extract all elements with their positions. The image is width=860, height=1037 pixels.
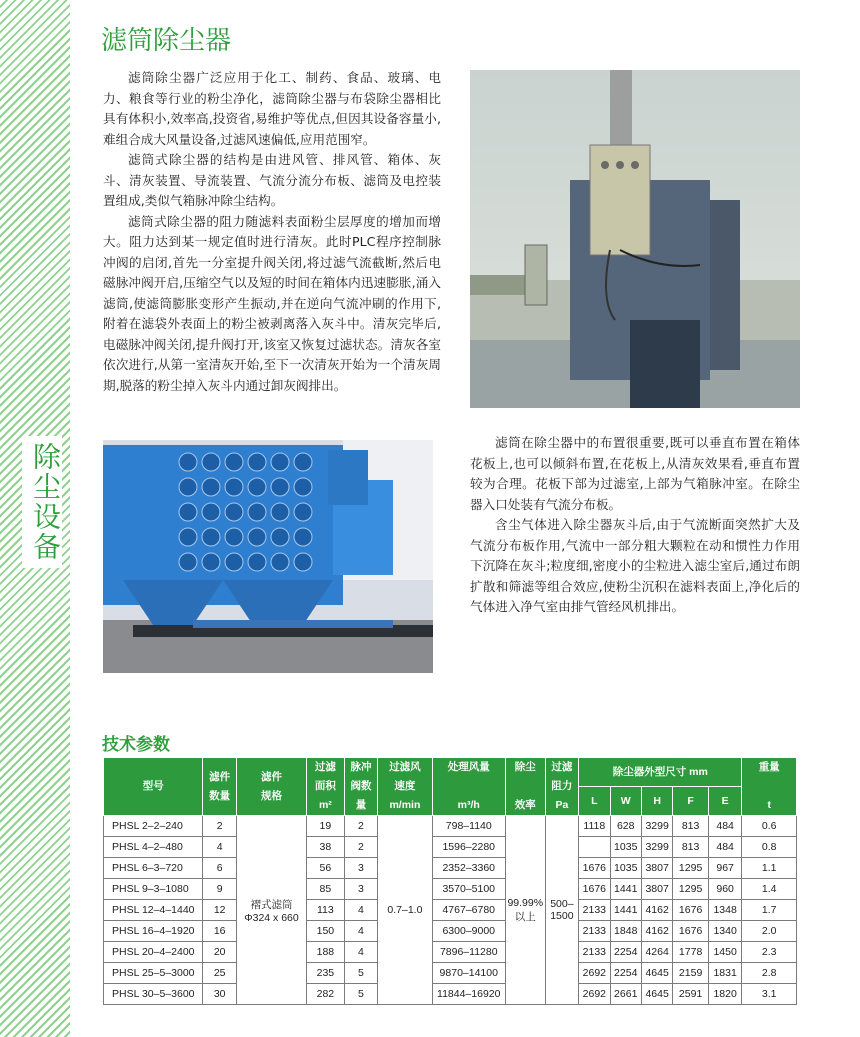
cell-e: 1820 <box>708 984 741 1005</box>
cell-f: 1295 <box>673 879 709 900</box>
cell-valves: 5 <box>344 984 377 1005</box>
cell-valves: 5 <box>344 963 377 984</box>
cell-count: 16 <box>203 921 236 942</box>
cell-e: 484 <box>708 837 741 858</box>
cell-model: PHSL 30–5–3600 <box>104 984 203 1005</box>
cell-f: 813 <box>673 837 709 858</box>
cell-e: 960 <box>708 879 741 900</box>
cell-flow: 798–1140 <box>432 816 505 837</box>
cell-e: 1831 <box>708 963 741 984</box>
intro-text-column <box>103 68 441 396</box>
cell-w: 628 <box>610 816 641 837</box>
cell-area: 282 <box>307 984 345 1005</box>
cell-l: 2133 <box>579 942 610 963</box>
cell-model: PHSL 6–3–720 <box>104 858 203 879</box>
cell-model: PHSL 16–4–1920 <box>104 921 203 942</box>
cell-count: 6 <box>203 858 236 879</box>
table-row <box>104 879 797 900</box>
header-speed: 过滤风 速度 m/min <box>378 758 432 816</box>
cell-flow: 7896–11280 <box>432 942 505 963</box>
cell-valves: 2 <box>344 837 377 858</box>
cell-weight: 2.8 <box>742 963 797 984</box>
cell-h: 4645 <box>641 984 672 1005</box>
cell-spec-merged: 褶式滤筒 Φ324 x 660 <box>236 816 306 1005</box>
cell-l: 2133 <box>579 900 610 921</box>
cell-area: 113 <box>307 900 345 921</box>
cell-flow: 3570–5100 <box>432 879 505 900</box>
header-dimensions: 除尘器外型尺寸 mm <box>579 758 742 787</box>
cell-count: 2 <box>203 816 236 837</box>
cell-count: 4 <box>203 837 236 858</box>
cell-weight: 1.1 <box>742 858 797 879</box>
cell-flow: 9870–14100 <box>432 963 505 984</box>
cell-valves: 4 <box>344 900 377 921</box>
section-title: 技术参数 <box>102 735 170 755</box>
cell-l: 1676 <box>579 858 610 879</box>
cell-area: 235 <box>307 963 345 984</box>
cell-flow: 11844–16920 <box>432 984 505 1005</box>
cell-count: 30 <box>203 984 236 1005</box>
detail-text-column <box>470 433 800 618</box>
cell-model: PHSL 20–4–2400 <box>104 942 203 963</box>
rooftop-dust-collector-photo <box>470 70 800 408</box>
table-row <box>104 900 797 921</box>
header-flow: 处理风量 m³/h <box>432 758 505 816</box>
cell-valves: 4 <box>344 921 377 942</box>
cell-w: 2661 <box>610 984 641 1005</box>
paragraph: 滤筒式除尘器的结构是由进风管、排风管、箱体、灰斗、清灰装置、导流装置、气流分流分布板、滤筒及电控装置组成,类似气箱脉冲除尘结构。 <box>103 152 441 208</box>
cell-h: 3807 <box>641 879 672 900</box>
header-dim-f: F <box>673 787 709 816</box>
indoor-dust-collector-photo <box>103 440 433 673</box>
cell-model: PHSL 25–5–3000 <box>104 963 203 984</box>
cell-w: 1441 <box>610 900 641 921</box>
paragraph: 含尘气体进入除尘器灰斗后,由于气流断面突然扩大及气流分布板作用,气流中一部分粗大颗粒在动和惯性力作用下沉降在灰斗;粒度细,密度小的尘粒进入滤尘室后,通过布朗扩散和筛滤等组合效应,使粉尘沉积在滤料表面上,净化后的气体进入净气室由排气管经风机排出。 <box>470 517 800 614</box>
cell-e: 1450 <box>708 942 741 963</box>
cell-w: 1848 <box>610 921 641 942</box>
header-count: 滤件 数量 <box>203 758 236 816</box>
cell-l: 2133 <box>579 921 610 942</box>
cell-area: 188 <box>307 942 345 963</box>
spec-table <box>103 757 797 1005</box>
cell-f: 2591 <box>673 984 709 1005</box>
cell-flow: 2352–3360 <box>432 858 505 879</box>
cell-h: 4645 <box>641 963 672 984</box>
cell-l: 1118 <box>579 816 610 837</box>
table-row <box>104 816 797 837</box>
header-area: 过滤 面积 m² <box>307 758 345 816</box>
cell-f: 1778 <box>673 942 709 963</box>
table-row <box>104 837 797 858</box>
cell-h: 3299 <box>641 837 672 858</box>
cell-e: 484 <box>708 816 741 837</box>
cell-w: 1441 <box>610 879 641 900</box>
table-row <box>104 921 797 942</box>
cell-resistance-merged: 500– 1500 <box>545 816 578 1005</box>
cell-weight: 3.1 <box>742 984 797 1005</box>
cell-count: 9 <box>203 879 236 900</box>
cell-count: 25 <box>203 963 236 984</box>
cell-weight: 1.7 <box>742 900 797 921</box>
cell-count: 20 <box>203 942 236 963</box>
header-weight: 重量 t <box>742 758 797 816</box>
cell-valves: 2 <box>344 816 377 837</box>
header-dim-e: E <box>708 787 741 816</box>
cell-model: PHSL 9–3–1080 <box>104 879 203 900</box>
cell-count: 12 <box>203 900 236 921</box>
header-valves: 脉冲 阀数 量 <box>344 758 377 816</box>
header-efficiency: 除尘 效率 <box>505 758 545 816</box>
cell-h: 3299 <box>641 816 672 837</box>
cell-efficiency-merged: 99.99% 以上 <box>505 816 545 1005</box>
cell-l: 2692 <box>579 963 610 984</box>
cell-w: 2254 <box>610 963 641 984</box>
cell-area: 150 <box>307 921 345 942</box>
table-row <box>104 942 797 963</box>
cell-valves: 4 <box>344 942 377 963</box>
cell-f: 1676 <box>673 900 709 921</box>
header-dim-l: L <box>579 787 610 816</box>
paragraph: 滤筒除尘器广泛应用于化工、制药、食品、玻璃、电力、粮食等行业的粉尘净化，滤筒除尘器与布袋除尘器相比具有体积小,效率高,投资省,易维护等优点,但因其设备容量小,难组合成大风量设备,过滤风速偏低,应用范围窄。 <box>103 70 441 147</box>
side-category-label: 除尘设备 <box>22 436 62 568</box>
cell-weight: 0.8 <box>742 837 797 858</box>
cell-l: 2692 <box>579 984 610 1005</box>
header-dim-w: W <box>610 787 641 816</box>
cell-h: 4162 <box>641 921 672 942</box>
cell-area: 19 <box>307 816 345 837</box>
table-row <box>104 858 797 879</box>
cell-w: 2254 <box>610 942 641 963</box>
cell-flow: 4767–6780 <box>432 900 505 921</box>
cell-e: 1348 <box>708 900 741 921</box>
cell-weight: 2.0 <box>742 921 797 942</box>
cell-weight: 1.4 <box>742 879 797 900</box>
cell-f: 813 <box>673 816 709 837</box>
table-row <box>104 984 797 1005</box>
cell-e: 967 <box>708 858 741 879</box>
header-dim-h: H <box>641 787 672 816</box>
cell-l <box>579 837 610 858</box>
cell-flow: 6300–9000 <box>432 921 505 942</box>
cell-w: 1035 <box>610 858 641 879</box>
cell-model: PHSL 12–4–1440 <box>104 900 203 921</box>
cell-area: 56 <box>307 858 345 879</box>
cell-weight: 0.6 <box>742 816 797 837</box>
cell-l: 1676 <box>579 879 610 900</box>
cell-e: 1340 <box>708 921 741 942</box>
cell-model: PHSL 2–2–240 <box>104 816 203 837</box>
cell-flow: 1596–2280 <box>432 837 505 858</box>
cell-w: 1035 <box>610 837 641 858</box>
table-row <box>104 963 797 984</box>
cell-valves: 3 <box>344 858 377 879</box>
cell-h: 4264 <box>641 942 672 963</box>
cell-area: 38 <box>307 837 345 858</box>
cell-model: PHSL 4–2–480 <box>104 837 203 858</box>
cell-area: 85 <box>307 879 345 900</box>
paragraph: 滤筒式除尘器的阻力随滤料表面粉尘层厚度的增加而增大。阻力达到某一规定值时进行清灰。此时PLC程序控制脉冲阀的启闭,首先一分室提升阀关闭,将过滤气流截断,然后电磁脉冲阀开启,压缩空气以及短的时间在箱体内迅速膨胀,涌入滤筒,使滤筒膨胀变形产生振动,并在逆向气流冲刷的作用下,附着在滤袋外表面上的粉尘被剥离落入灰斗中。清灰完毕后,电磁脉冲阀关闭,提升阀打开,该室又恢复过滤状态。清灰各室依次进行,从第一室清灰开始,至下一次清灰开始为一个清灰周期,脱落的粉尘掉入灰斗内通过卸灰阀排出。 <box>103 213 441 393</box>
header-resistance: 过滤 阻力 Pa <box>545 758 578 816</box>
cell-f: 1676 <box>673 921 709 942</box>
cell-h: 3807 <box>641 858 672 879</box>
cell-h: 4162 <box>641 900 672 921</box>
cell-speed-merged: 0.7–1.0 <box>378 816 432 1005</box>
page-title: 滤筒除尘器 <box>101 26 232 56</box>
cell-f: 1295 <box>673 858 709 879</box>
header-spec: 滤件 规格 <box>236 758 306 816</box>
cell-valves: 3 <box>344 879 377 900</box>
header-model: 型号 <box>104 758 203 816</box>
cell-f: 2159 <box>673 963 709 984</box>
paragraph: 滤筒在除尘器中的布置很重要,既可以垂直布置在箱体花板上,也可以倾斜布置,在花板上,从清灰效果看,垂直布置较为合理。花板下部为过滤室,上部为气箱脉冲室。在除尘器入口处装有气流分布板。 <box>470 435 800 512</box>
cell-weight: 2.3 <box>742 942 797 963</box>
